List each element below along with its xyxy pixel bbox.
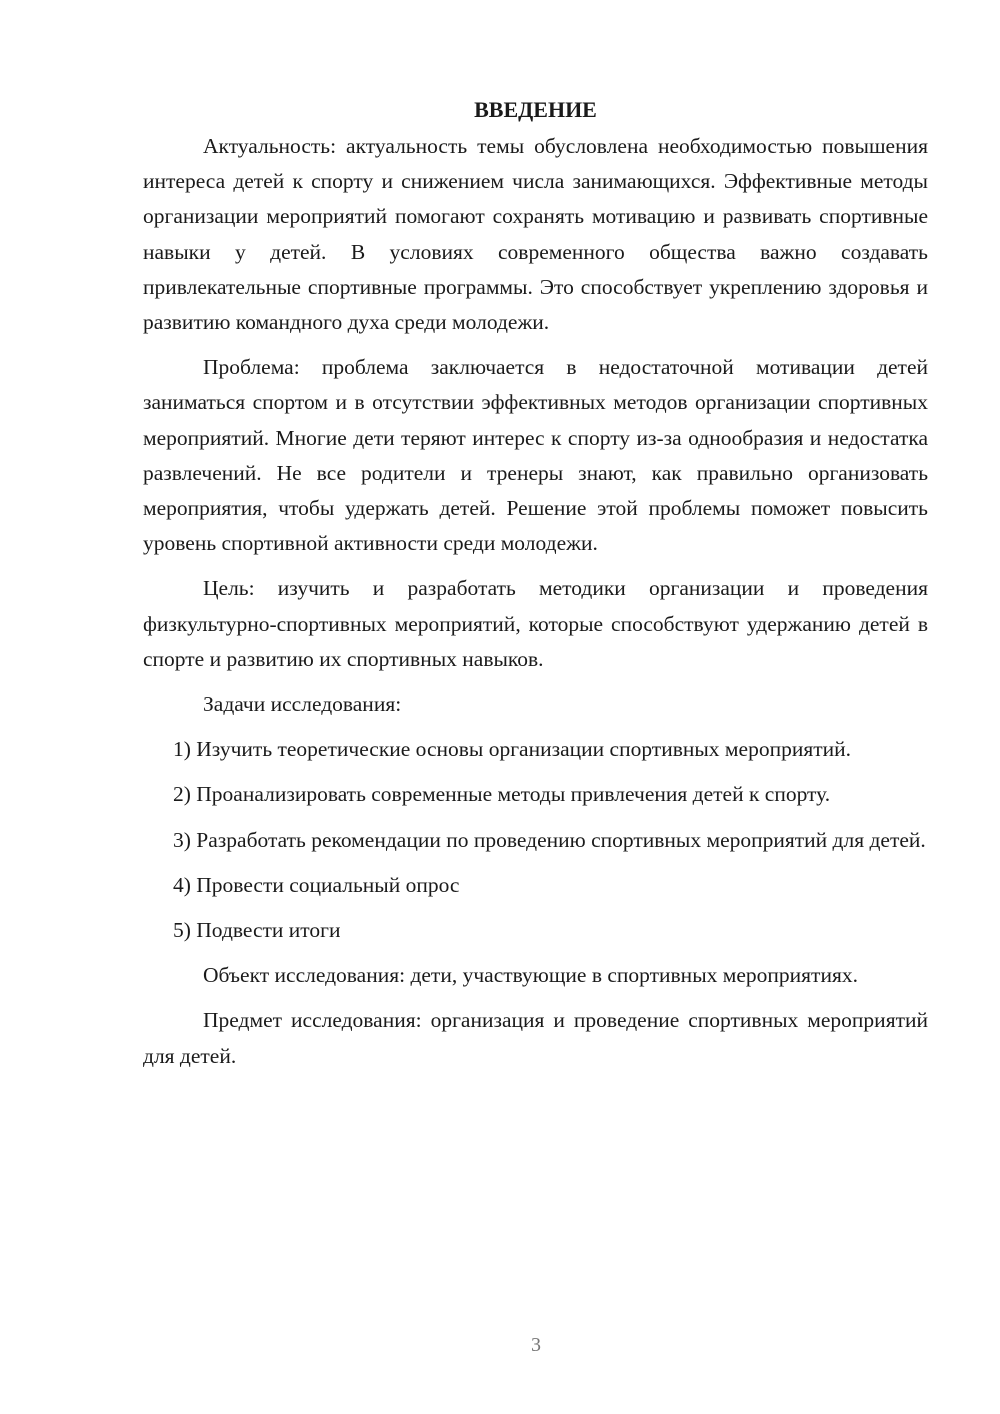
task-item-4: 4) Провести социальный опрос xyxy=(173,872,460,897)
task-item-2: 2) Проанализировать современные методы привлечения детей к спорту. xyxy=(173,782,831,807)
task-item-5: 5) Подвести итоги xyxy=(173,918,341,943)
tasks-title: Задачи исследования: xyxy=(203,692,402,717)
document-page xyxy=(143,92,928,1084)
section-heading: ВВЕДЕНИЕ xyxy=(474,97,597,122)
subject-paragraph: Предмет исследования: организация и проведение спортивных мероприятий для детей. xyxy=(143,1008,928,1068)
task-item-3: 3) Разработать рекомендации по проведению спортивных мероприятий для детей. xyxy=(173,827,926,852)
task-item-1: 1) Изучить теоретические основы организации спортивных мероприятий. xyxy=(173,737,852,762)
relevance-paragraph: Актуальность: актуальность темы обусловлена необходимостью повышения интереса детей к спорту и снижением числа занимающихся. Эффективные методы организации мероприятий помогают сохранять мотивацию и развивать спортивные навыки у детей. В условиях современного общества важно создавать привлекательные спортивные программы. Это способствует укреплению здоровья и развитию командного духа среди молодежи. xyxy=(143,134,928,335)
problem-paragraph: Проблема: проблема заключается в недостаточной мотивации детей заниматься спортом и в отсутствии эффективных методов организации спортивных мероприятий. Многие дети теряют интерес к спорту из-за однообразия и недостатка развлечений. Не все родители и тренеры знают, как правильно организовать мероприятия, чтобы удержать детей. Решение этой проблемы поможет повысить уровень спортивной активности среди молодежи. xyxy=(143,355,928,556)
object-paragraph: Объект исследования: дети, участвующие в спортивных мероприятиях. xyxy=(203,963,858,988)
goal-paragraph: Цель: изучить и разработать методики организации и проведения физкультурно-спортивных мероприятий, которые способствуют удержанию детей в спорте и развитию их спортивных навыков. xyxy=(143,576,928,671)
page-number: 3 xyxy=(531,1334,541,1356)
